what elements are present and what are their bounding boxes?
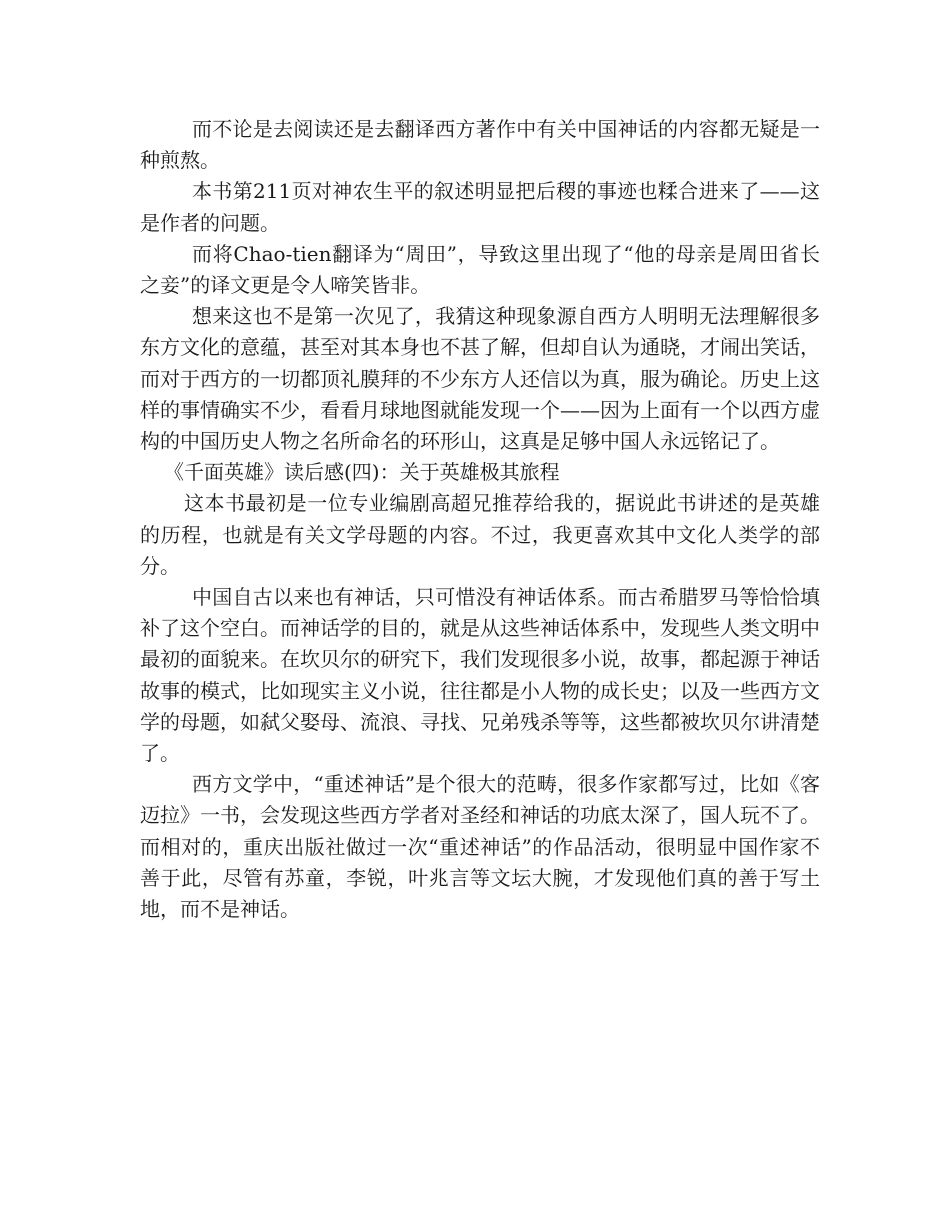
paragraph-moon-map: 想来这也不是第一次见了，我猜这种现象源自西方人明明无法理解很多东方文化的意蕴，甚至对其本身也不甚了解，但却自认为通晓，才闹出笑话，而对于西方的一切都顶礼膜拜的不少东方人还信以为真，服为确论。历史上这样的事情确实不少，看看月球地图就能发现一个——因为上面有一个以西方虚构的中国历史人物之名所命名的环形山，这真是足够中国人永远铭记了。 [140, 304, 820, 454]
section-heading: 《千面英雄》读后感(四)：关于英雄极其旅程 [164, 460, 560, 485]
paragraph-mythology-system: 中国自古以来也有神话，只可惜没有神话体系。而古希腊罗马等恰恰填补了这个空白。而神话学的目的，就是从这些神话体系中，发现些人类文明中最初的面貌来。在坎贝尔的研究下，我们发现很多小说，故事，都起源于神话故事的模式，比如现实主义小说，往往都是小人物的成长史；以及一些西方文学的母题，如弑父娶母、流浪、寻找、兄弟残杀等等，这些都被坎贝尔讲清楚了。 [140, 585, 820, 766]
paragraph-retelling-myths: 西方文学中，“重述神话”是个很大的范畴，很多作家都写过，比如《客迈拉》一书，会发现这些西方学者对圣经和神话的功底太深了，国人玩不了。而相对的，重庆出版社做过一次“重述神话”的作品活动，很明显中国作家不善于此，尽管有苏童，李锐，叶兆言等文坛大腕，才发现他们真的善于写土地，而不是神话。 [140, 772, 820, 922]
paragraph-recommendation: 这本书最初是一位专业编剧高超兄推荐给我的，据说此书讲述的是英雄的历程，也就是有关文学母题的内容。不过，我更喜欢其中文化人类学的部分。 [140, 491, 820, 578]
paragraph-translation-ordeal: 而不论是去阅读还是去翻译西方著作中有关中国神话的内容都无疑是一种煎熬。 [140, 117, 820, 173]
paragraph-shennong-page: 本书第211页对神农生平的叙述明显把后稷的事迹也糅合进来了——这是作者的问题。 [140, 179, 820, 235]
paragraph-chao-tien: 而将Chao-tien翻译为“周田”，导致这里出现了“他的母亲是周田省长之妾”的译文更是令人啼笑皆非。 [140, 241, 820, 298]
document-body [140, 114, 820, 925]
